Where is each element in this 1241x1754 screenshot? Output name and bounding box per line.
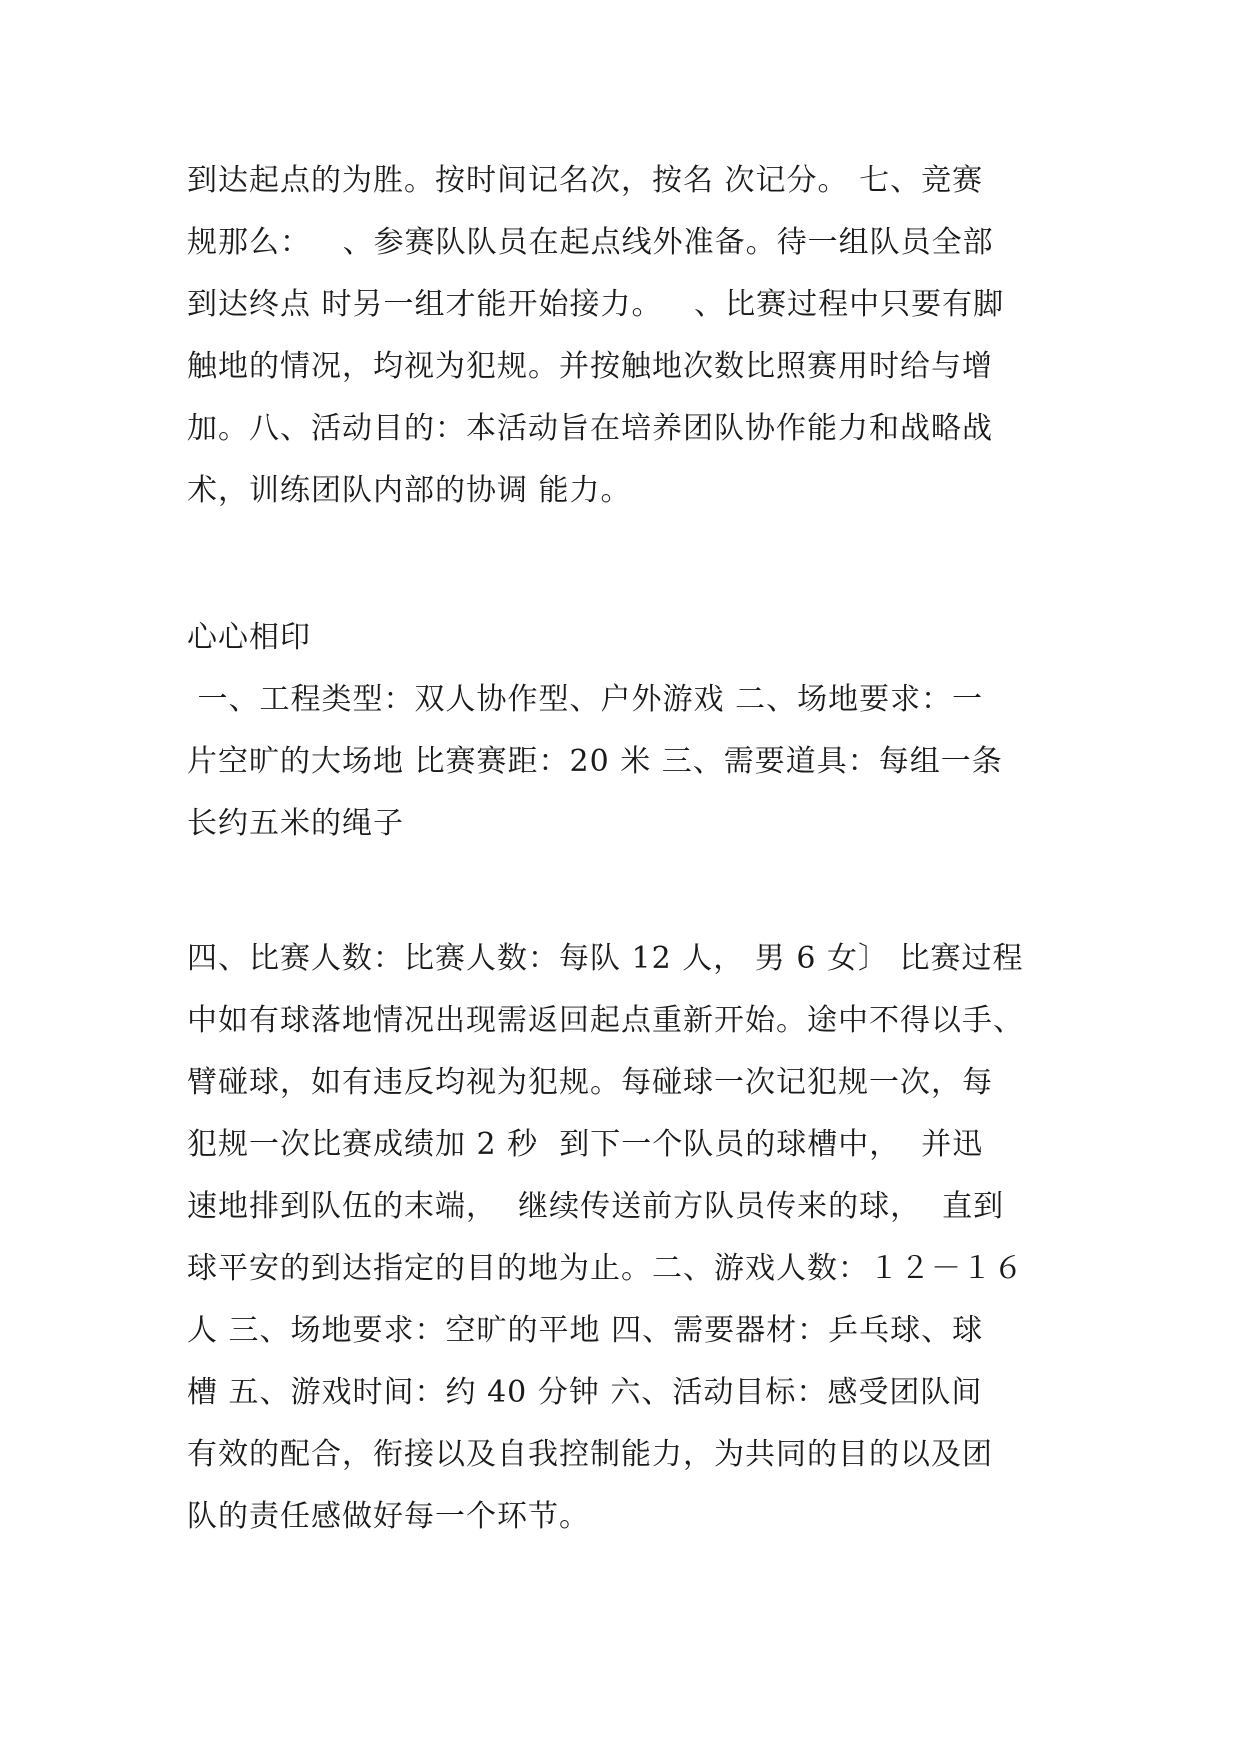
text-line: 速地排到队伍的末端， 继续传送前方队员传来的球， 直到 (187, 1189, 1005, 1224)
text-line: 加。八、活动目的：本活动旨在培养团队协作能力和战略战 (187, 411, 993, 446)
text-line: 球平安的到达指定的目的地为止。二、游戏人数：１２－１６ (187, 1251, 1024, 1286)
text-line: 犯规一次比赛成绩加 2 秒 到下一个队员的球槽中， 并迅 (187, 1127, 984, 1162)
section-xinxinxiangyin (187, 607, 1067, 855)
text-line: 长约五米的绳子 (187, 806, 404, 841)
section-title: 心心相印 (187, 620, 311, 655)
text-line: 一、工程类型：双人协作型、户外游戏 二、场地要求：一 (187, 682, 984, 717)
text-line: 槽 五、游戏时间：约 40 分钟 六、活动目标：感受团队间 (187, 1375, 983, 1410)
text-line: 中如有球落地情况出现需返回起点重新开始。途中不得以手、 (187, 1003, 1024, 1038)
text-line: 片空旷的大场地 比赛赛距：20 米 三、需要道具：每组一条 (187, 744, 1003, 779)
text-line: 四、比赛人数：比赛人数：每队 12 人， 男 6 女〕 比赛过程 (187, 941, 1024, 976)
text-line: 触地的情况，均视为犯规。并按触地次数比照赛用时给与增 (187, 349, 993, 384)
text-line: 术，训练团队内部的协调 能力。 (187, 473, 632, 508)
text-line: 到达起点的为胜。按时间记名次，按名 次记分。 七、竞赛 (187, 163, 984, 198)
text-line: 到达终点 时另一组才能开始接力。 、比赛过程中只要有脚 (187, 287, 1005, 322)
text-line: 臂碰球，如有违反均视为犯规。每碰球一次记犯规一次，每 (187, 1065, 993, 1100)
text-line: 人 三、场地要求：空旷的平地 四、需要器材：乒乓球、球 (187, 1313, 984, 1348)
paragraph-game-details (187, 928, 1067, 1548)
text-line: 有效的配合，衔接以及自我控制能力，为共同的目的以及团 (187, 1437, 993, 1472)
paragraph-competition-rules (187, 150, 1067, 522)
text-line: 队的责任感做好每一个环节。 (187, 1499, 590, 1534)
text-line: 规那么： 、参赛队队员在起点线外准备。待一组队员全部 (187, 225, 994, 260)
